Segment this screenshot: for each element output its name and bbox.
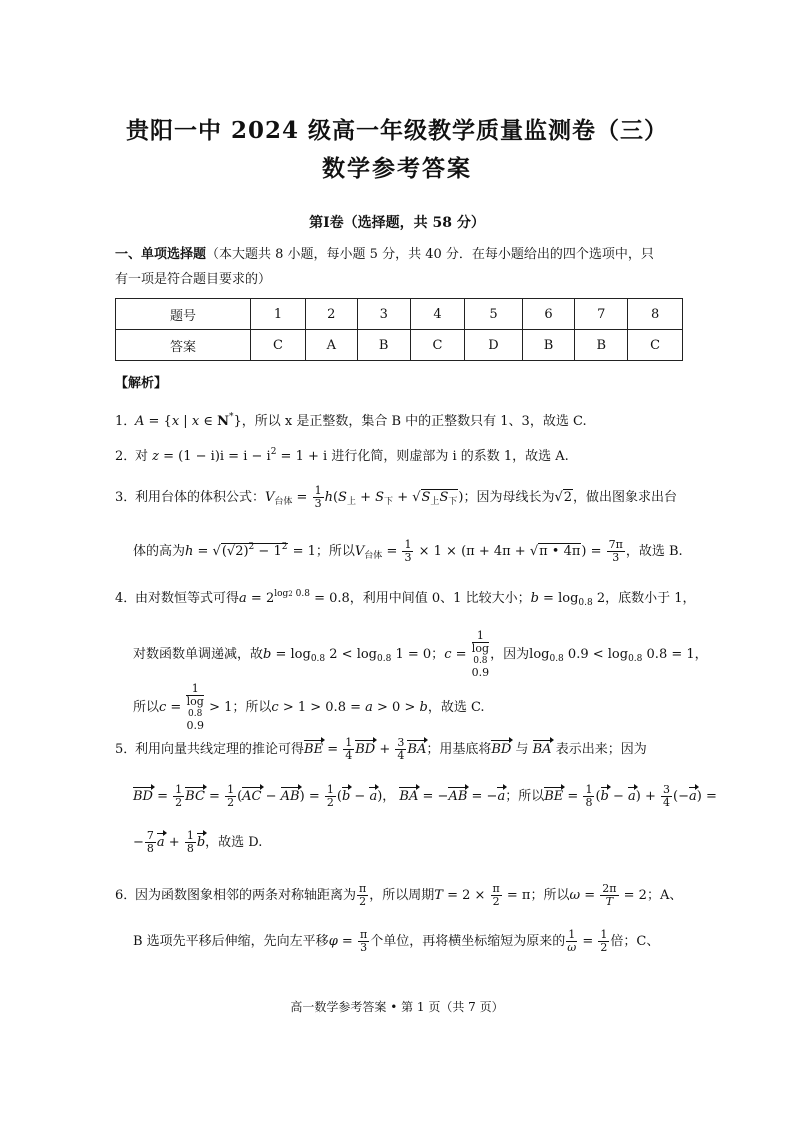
table-cell: C [251, 330, 306, 361]
solution-item-5-cont: BD = $\frac{1}{2}$ BC = $\frac{1}{2}$ (AC − AB) = $\frac{1}{2}$ (b − a)， BA = −AB = −a；所以BE = $\frac{1}{8}$ (b − a) + $\frac{3}{4}$ (−a) = [133, 783, 717, 809]
table-cell: A [305, 330, 357, 361]
solution-item-3-cont: 体的高为$h = √(√2)^2 - 1^2 = 1$；所以$V_{台体}$ = $\frac{1}{3}$ × 1 × (π + 4π + √π • 4π) = $\frac{7\pi}{3}$ ，故选 B. [133, 538, 683, 564]
table-cell: B [575, 330, 628, 361]
solution-item-3: 3．利用台体的体积公式：$V_{台体}$ = $\frac{1}{3}$ $h(S_上 + S_下 + √S_上S_下)$；因为母线长为√2，做出图象求出台 [115, 484, 678, 510]
table-cell: 3 [357, 299, 410, 330]
solution-item-5: 5．利用向量共线定理的推论可得BE = $\frac{1}{4}$ BD + $\frac{3}{4}$ BA；用基底将BD 与 BA 表示出来；因为 [115, 736, 647, 762]
table-cell: C [410, 330, 465, 361]
table-cell: B [357, 330, 410, 361]
table-cell: 2 [305, 299, 357, 330]
part-title: 第Ⅰ卷（选择题，共 58 分） [309, 215, 485, 231]
solution-item-4: 4．由对数恒等式可得$a = 2^{log2 0.8} = 0.8$，利用中间值 0、1 比较大小；$b = \log_{0.8} 2$，底数小于 1， [115, 589, 696, 608]
table-cell: C [628, 330, 683, 361]
document-title: 贵阳一中 2024 级高一年级教学质量监测卷（三） [125, 117, 669, 144]
table-header-cell: 答案 [116, 330, 251, 361]
table-cell: 6 [522, 299, 575, 330]
table-cell: 5 [465, 299, 522, 330]
section-heading: 一、单项选择题（本大题共 8 小题，每小题 5 分，共 40 分．在每小题给出的四个选项中，只 有一项是符合题目要求的） [115, 247, 654, 287]
solution-item-4-cont2: 所以c = 1 log 0.8 0.9 > 1；所以c > 1 > 0.8 = a > 0 > b，故选 C. [133, 682, 485, 732]
table-row [116, 299, 683, 330]
table-row [116, 330, 683, 361]
solution-item-6: 6．因为函数图象相邻的两条对称轴距离为 $\frac{\pi}{2}$ ，所以周期T = 2 × $\frac{\pi}{2}$ = π；所以ω = $\frac{2\pi}{T}$ = 2；A、 [115, 882, 683, 908]
table-cell: 7 [575, 299, 628, 330]
answer-table [115, 298, 683, 361]
analysis-label: 【解析】 [115, 376, 168, 391]
page-footer: 高一数学参考答案 • 第 1 页（共 7 页） [290, 1000, 504, 1014]
table-cell: B [522, 330, 575, 361]
solution-item-1: 1．A = {x | x ∈ N*}，所以 x 是正整数，集合 B 中的正整数只有 1、3，故选 C. [115, 412, 587, 429]
table-cell: 1 [251, 299, 306, 330]
solution-item-2: 2．对 $z = (1 - i)i = i - i^2 = 1 + i$ 进行化简，则虚部为 i 的系数 1，故选 A. [115, 447, 569, 464]
table-cell: D [465, 330, 522, 361]
table-cell: 8 [628, 299, 683, 330]
table-header-cell: 题号 [116, 299, 251, 330]
solution-item-6-cont: B 选项先平移后伸缩，先向左平移φ = $\frac{\pi}{3}$ 个单位，再将横坐标缩短为原来的 $\frac{1}{\omega}$ = $\frac{1}{2}$ 倍；C、 [133, 928, 660, 954]
solution-item-4-cont: 对数函数单调递减，故$b = \log_{0.8} 2 < \log_{0.8} 1 = 0$；c = 1 log 0.8 0.9 ，因为$\log_{0.8} 0.9 < \log_{0.8} 0.8 = 1$， [133, 629, 708, 679]
table-cell: 4 [410, 299, 465, 330]
document-subtitle: 数学参考答案 [322, 155, 472, 182]
solution-item-5-cont2: − $\frac{7}{8}$ a + $\frac{1}{8}$ b，故选 D. [133, 829, 263, 855]
